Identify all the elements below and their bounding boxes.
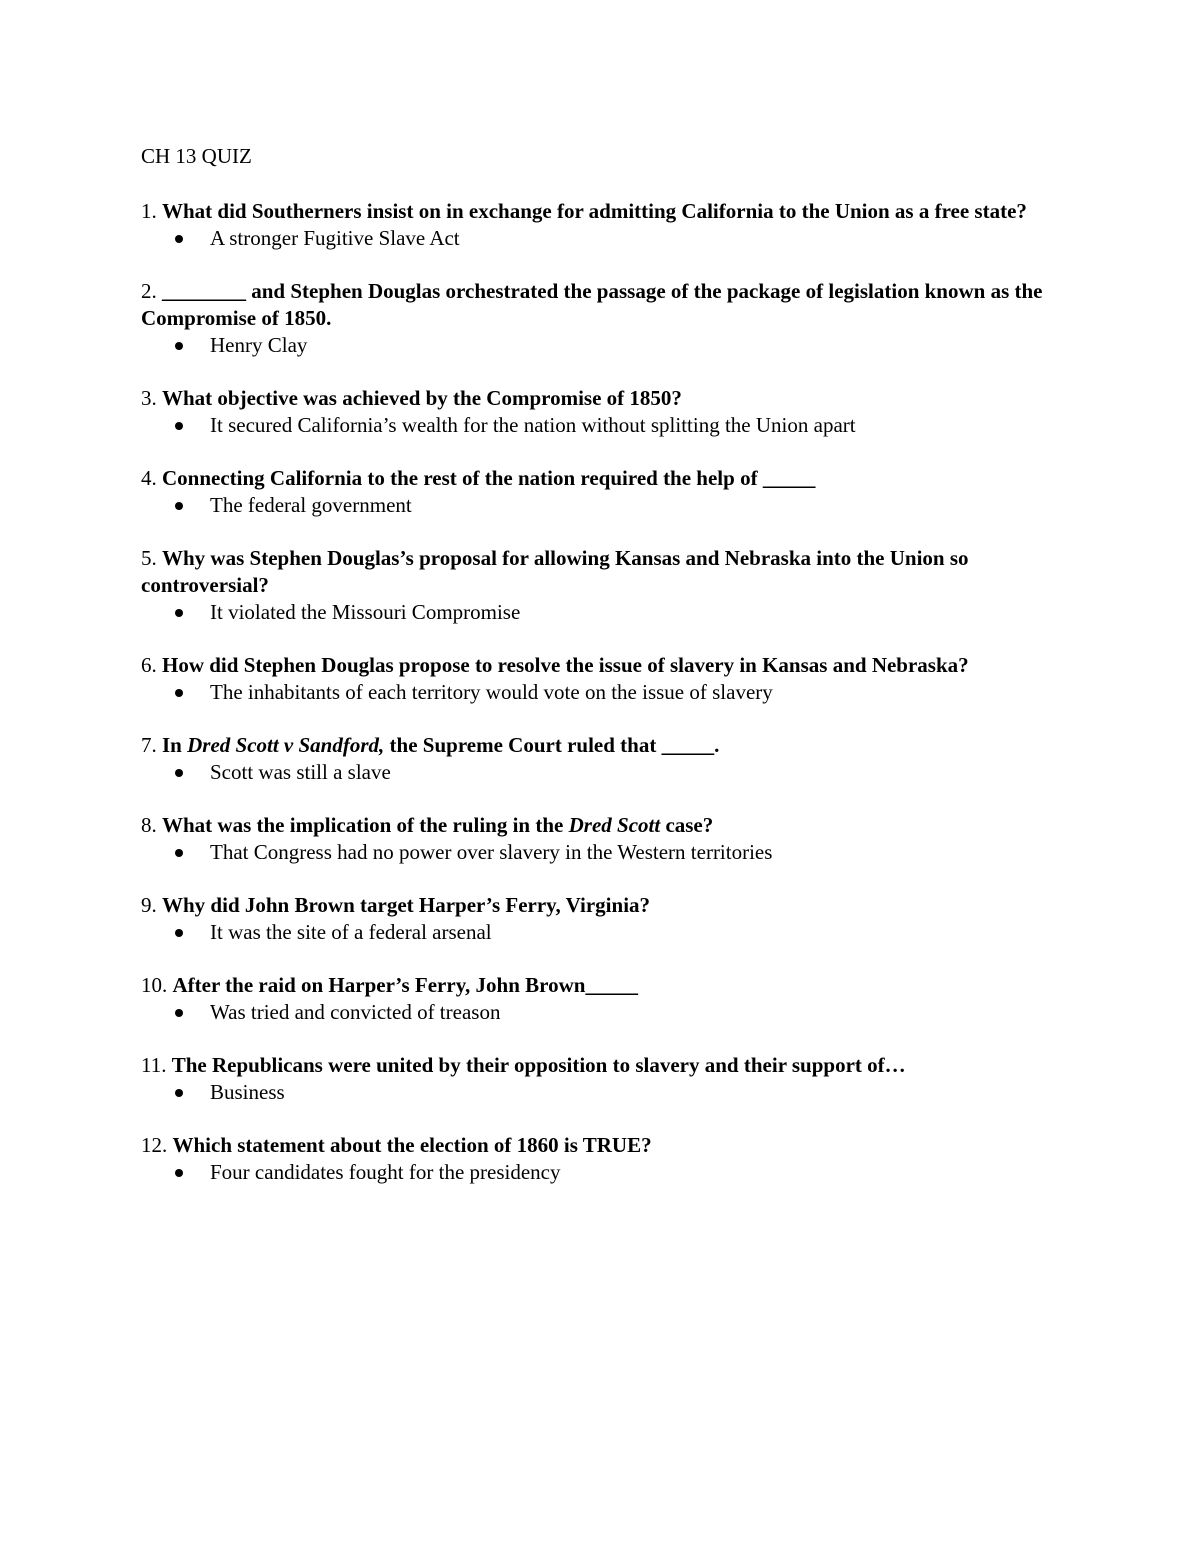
question-item	[141, 465, 1071, 519]
question-text-segment: Why did John Brown target Harper’s Ferry, Virginia?	[162, 893, 651, 917]
answer-item	[175, 999, 1071, 1026]
answer-list	[141, 999, 1071, 1026]
question-prompt	[141, 652, 1071, 679]
question-text-segment: case?	[660, 813, 714, 837]
question-text	[162, 386, 682, 410]
question-number: 5.	[141, 546, 162, 570]
question-text-segment: Which statement about the election of 1860 is TRUE?	[172, 1133, 652, 1157]
answer-list	[141, 225, 1071, 252]
question-text-segment: What did Southerners insist on in exchange for admitting California to the Union as a free state?	[162, 199, 1027, 223]
question-prompt	[141, 198, 1071, 225]
question-item	[141, 1132, 1071, 1186]
question-text	[173, 973, 638, 997]
question-prompt	[141, 972, 1071, 999]
answer-list	[141, 412, 1071, 439]
answer-list	[141, 332, 1071, 359]
question-item	[141, 1052, 1071, 1106]
question-item	[141, 278, 1071, 359]
answer-item	[175, 599, 1071, 626]
bullet-icon	[175, 422, 183, 430]
question-text-segment: After the raid on Harper’s Ferry, John Brown_____	[172, 973, 638, 997]
case-name: Dred Scott v Sandford,	[187, 733, 385, 757]
question-number: 3.	[141, 386, 162, 410]
question-text-segment: In	[162, 733, 188, 757]
answer-list	[141, 1159, 1071, 1186]
answer-text: The inhabitants of each territory would vote on the issue of slavery	[210, 680, 773, 704]
answer-text: Scott was still a slave	[210, 760, 391, 784]
question-number: 9.	[141, 893, 162, 917]
question-text	[162, 813, 713, 837]
question-text-segment: the Supreme Court ruled that _____.	[384, 733, 720, 757]
document-title: CH 13 QUIZ	[141, 144, 252, 168]
question-text-segment: What was the implication of the ruling in the	[162, 813, 569, 837]
bullet-icon	[175, 1089, 183, 1097]
question-item	[141, 385, 1071, 439]
question-text	[162, 733, 719, 757]
bullet-icon	[175, 1169, 183, 1177]
answer-item	[175, 839, 1071, 866]
question-number: 6.	[141, 653, 162, 677]
question-text-segment: How did Stephen Douglas propose to resolve the issue of slavery in Kansas and Nebraska?	[162, 653, 969, 677]
answer-text: Four candidates fought for the presidency	[210, 1160, 561, 1184]
bullet-icon	[175, 342, 183, 350]
question-prompt	[141, 1132, 1071, 1159]
question-text	[162, 466, 815, 490]
answer-list	[141, 919, 1071, 946]
answer-item	[175, 412, 1071, 439]
question-prompt	[141, 385, 1071, 412]
answer-list	[141, 759, 1071, 786]
bullet-icon	[175, 929, 183, 937]
question-prompt	[141, 465, 1071, 492]
question-number: 2.	[141, 279, 162, 303]
answer-text: Was tried and convicted of treason	[210, 1000, 501, 1024]
case-name: Dred Scott	[568, 813, 661, 837]
question-prompt	[141, 278, 1071, 332]
question-text-segment: The Republicans were united by their opposition to slavery and their support of…	[171, 1053, 906, 1077]
answer-list	[141, 679, 1071, 706]
question-prompt	[141, 812, 1071, 839]
question-prompt	[141, 1052, 1071, 1079]
answer-item	[175, 679, 1071, 706]
quiz-document	[141, 143, 1071, 1212]
answer-text: That Congress had no power over slavery in the Western territories	[210, 840, 773, 864]
answer-text: Business	[210, 1080, 285, 1104]
question-text	[173, 1133, 652, 1157]
question-number: 11.	[141, 1053, 172, 1077]
answer-list	[141, 599, 1071, 626]
answer-item	[175, 919, 1071, 946]
answer-item	[175, 1079, 1071, 1106]
question-number: 10.	[141, 973, 173, 997]
answer-item	[175, 332, 1071, 359]
question-number: 8.	[141, 813, 162, 837]
answer-text: It was the site of a federal arsenal	[210, 920, 492, 944]
question-prompt	[141, 545, 1071, 599]
question-text	[172, 1053, 906, 1077]
question-item	[141, 732, 1071, 786]
question-prompt	[141, 892, 1071, 919]
bullet-icon	[175, 689, 183, 697]
question-list	[141, 198, 1071, 1186]
answer-list	[141, 492, 1071, 519]
question-text	[141, 279, 1043, 330]
question-item	[141, 892, 1071, 946]
question-item	[141, 198, 1071, 252]
answer-item	[175, 225, 1071, 252]
answer-item	[175, 759, 1071, 786]
bullet-icon	[175, 502, 183, 510]
bullet-icon	[175, 849, 183, 857]
question-text-segment: ________ and Stephen Douglas orchestrated the passage of the package of legislation known as the Compromise of 1850.	[141, 279, 1043, 330]
question-number: 12.	[141, 1133, 173, 1157]
question-text-segment: What objective was achieved by the Compromise of 1850?	[162, 386, 682, 410]
question-item	[141, 812, 1071, 866]
bullet-icon	[175, 1009, 183, 1017]
bullet-icon	[175, 235, 183, 243]
question-text-segment: Why was Stephen Douglas’s proposal for allowing Kansas and Nebraska into the Union so controversial?	[141, 546, 969, 597]
answer-list	[141, 1079, 1071, 1106]
answer-item	[175, 1159, 1071, 1186]
answer-text: The federal government	[210, 493, 412, 517]
question-text-segment: Connecting California to the rest of the nation required the help of _____	[162, 466, 816, 490]
answer-text: It violated the Missouri Compromise	[210, 600, 521, 624]
bullet-icon	[175, 609, 183, 617]
question-item	[141, 972, 1071, 1026]
question-number: 7.	[141, 733, 162, 757]
question-prompt	[141, 732, 1071, 759]
answer-item	[175, 492, 1071, 519]
question-item	[141, 652, 1071, 706]
question-item	[141, 545, 1071, 626]
answer-text: It secured California’s wealth for the nation without splitting the Union apart	[210, 413, 856, 437]
answer-text: A stronger Fugitive Slave Act	[210, 226, 460, 250]
question-text	[162, 199, 1027, 223]
question-text	[162, 653, 969, 677]
question-number: 1.	[141, 199, 162, 223]
question-text	[141, 546, 969, 597]
answer-list	[141, 839, 1071, 866]
bullet-icon	[175, 769, 183, 777]
answer-text: Henry Clay	[210, 333, 308, 357]
question-text	[162, 893, 650, 917]
question-number: 4.	[141, 466, 162, 490]
